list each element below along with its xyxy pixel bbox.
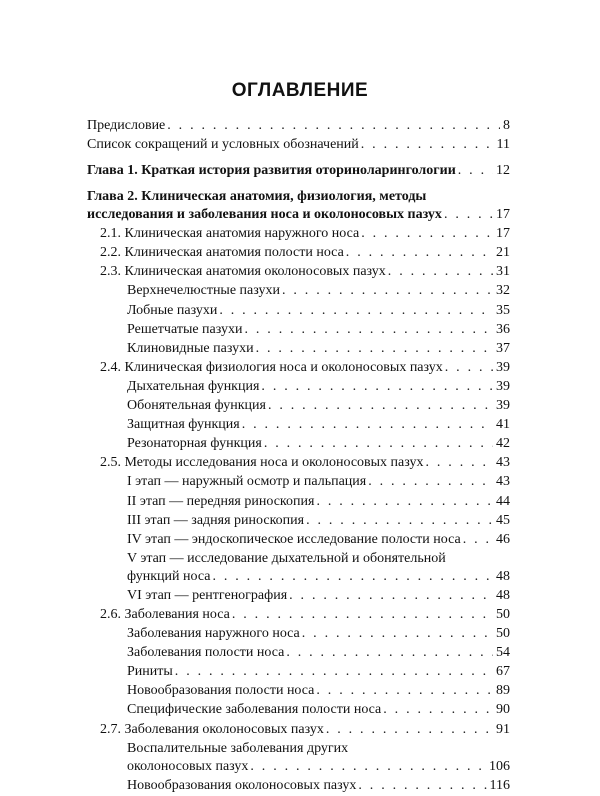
toc-entry[interactable] [87,397,510,415]
toc-entry[interactable] [87,340,510,358]
dot-leader [289,587,493,605]
toc-entry-title: Клиновидные пазухи [127,340,254,356]
toc-entry-title: Список сокращений и условных обозначений [87,137,359,153]
toc-entry[interactable] [87,625,510,643]
toc-entry[interactable] [87,682,510,700]
dot-leader [167,117,500,135]
toc-entry[interactable] [87,117,510,135]
section-number: 2.5. [100,455,121,471]
table-of-contents [87,117,510,796]
toc-entry[interactable] [87,644,510,662]
toc-entry-title: IV этап — эндоскопическое исследование полости носа [127,531,461,547]
section-number: 2.4. [100,359,121,375]
toc-entry[interactable] [87,162,510,180]
toc-entry[interactable] [87,701,510,719]
dot-leader [426,454,494,472]
section-number: 2.7. [100,721,121,737]
page-number: 21 [496,245,510,261]
toc-entry[interactable] [87,721,510,739]
dot-leader [358,777,486,795]
page-number: 12 [496,163,510,179]
page-title: ОГЛАВЛЕНИЕ [231,80,369,101]
toc-entry[interactable] [87,454,510,472]
page-number: 37 [496,340,510,356]
page-number: 48 [496,587,510,603]
toc-entry-title: Заболевания наружного носа [127,626,300,642]
toc-entry[interactable] [87,321,510,339]
dot-leader [212,568,493,586]
toc-entry-title: III этап — задняя риноскопия [127,512,305,528]
toc-entry-title: функций носа [127,568,211,584]
dot-leader [368,473,493,491]
toc-entry[interactable] [87,606,510,624]
toc-entry-title: Клиническая физиология носа и околоносовых пазух [124,359,443,375]
page-number: 48 [496,568,510,584]
page-number: 11 [496,137,510,153]
toc-entry-title: Новообразования околоносовых пазух [127,777,357,793]
dot-leader [286,644,493,662]
toc-entry[interactable] [87,416,510,434]
toc-entry-title: Глава 1. Краткая история развития оториноларингологии [87,163,456,179]
dot-leader [232,606,493,624]
dot-leader [245,321,494,339]
toc-entry[interactable] [87,282,510,300]
dot-leader [361,225,493,243]
page-number: 50 [496,606,510,622]
page-number: 39 [496,398,510,414]
toc-entry[interactable] [87,136,510,154]
dot-leader [261,378,493,396]
toc-entry[interactable] [87,359,510,377]
toc-entry-title: Лобные пазухи [127,302,218,318]
dot-leader [458,162,493,180]
page-number: 36 [496,321,510,337]
toc-entry[interactable] [87,663,510,681]
dot-leader [282,282,493,300]
toc-entry-title: Решетчатые пазухи [127,321,243,337]
toc-entry-title: Методы исследования носа и околоносовых пазух [124,455,424,471]
toc-entry-title: Специфические заболевания полости носа [127,702,382,718]
dot-leader [316,493,493,511]
page-number: 106 [489,758,510,774]
toc-entry-title: VI этап — рентгенография [127,587,288,603]
toc-entry-title: Заболевания околоносовых пазух [124,721,324,737]
toc-entry-first-line: V этап — исследование дыхательной и обонятельной [127,550,446,566]
toc-entry[interactable] [87,435,510,453]
toc-entry[interactable] [87,473,510,491]
toc-entry-title: исследования и заболевания носа и околоносовых пазух [87,207,442,223]
toc-entry-title: Резонаторная функция [127,436,262,452]
dot-leader [361,136,494,154]
toc-entry-title: Риниты [127,664,173,680]
page-number: 43 [496,474,510,490]
toc-entry-title: I этап — наружный осмотр и пальпация [127,474,367,490]
toc-entry-title: Клиническая анатомия полости носа [124,245,344,261]
dot-leader [445,359,493,377]
dot-leader [388,263,493,281]
page-number: 67 [496,664,510,680]
dot-leader [306,512,493,530]
page-number: 39 [496,378,510,394]
toc-entry-title: Новообразования полости носа [127,683,315,699]
page-number: 44 [496,493,510,509]
section-number: 2.2. [100,245,121,261]
toc-entry-first-line: Воспалительные заболевания других [127,740,349,756]
dot-leader [463,531,493,549]
page-number: 46 [496,531,510,547]
toc-entry-title: Дыхательная функция [127,378,260,394]
page-number: 54 [496,645,510,661]
page-number: 45 [496,512,510,528]
toc-entry[interactable] [87,777,510,795]
toc-entry-title: Предисловие [87,118,166,133]
page-number: 41 [496,417,510,433]
page-number: 17 [496,226,510,242]
dot-leader [175,663,493,681]
toc-entry-first-line: Глава 2. Клиническая анатомия, физиология, методы [87,189,427,205]
toc-entry-title: Заболевания носа [124,606,230,622]
page-number: 32 [496,283,510,299]
dot-leader [242,416,493,434]
toc-entry-title: Клиническая анатомия околоносовых пазух [124,264,386,280]
page-number: 50 [496,626,510,642]
dot-leader [326,721,493,739]
page-number: 89 [496,683,510,699]
page-number: 17 [496,207,510,223]
dot-leader [264,435,493,453]
toc-entry-title: околоносовых пазух [127,758,249,774]
toc-entry-title: Клиническая анатомия наружного носа [124,226,360,242]
toc-entry-title: Защитная функция [127,417,240,433]
page-number: 43 [496,455,510,471]
dot-leader [302,625,493,643]
page-number: 31 [496,264,510,280]
dot-leader [316,682,493,700]
page-number: 39 [496,359,510,375]
toc-entry-title: Заболевания полости носа [127,645,285,661]
dot-leader [219,302,493,320]
page-number: 91 [496,721,510,737]
page-number: 35 [496,302,510,318]
dot-leader [256,340,493,358]
section-number: 2.1. [100,226,121,242]
toc-entry[interactable] [87,225,510,243]
toc-entry[interactable] [87,302,510,320]
page-number: 116 [489,777,510,793]
dot-leader [346,244,493,262]
toc-entry[interactable] [87,244,510,262]
toc-entry-title: II этап — передняя риноскопия [127,493,315,509]
section-number: 2.6. [100,606,121,622]
toc-entry[interactable] [87,493,510,511]
section-number: 2.3. [100,264,121,280]
toc-entry[interactable] [87,512,510,530]
toc-entry-title: Обонятельная функция [127,398,266,414]
toc-entry[interactable] [87,378,510,396]
page-number: 42 [496,436,510,452]
toc-entry[interactable] [87,550,510,586]
dot-leader [444,206,493,224]
page-number: 8 [503,118,510,133]
page-number: 90 [496,702,510,718]
dot-leader [383,701,493,719]
toc-entry[interactable] [87,263,510,281]
toc-entry[interactable] [87,587,510,605]
toc-entry[interactable] [87,531,510,549]
toc-entry[interactable] [87,740,510,776]
dot-leader [250,758,486,776]
toc-entry-title: Верхнечелюстные пазухи [127,283,280,299]
toc-entry[interactable] [87,188,510,224]
dot-leader [268,397,493,415]
